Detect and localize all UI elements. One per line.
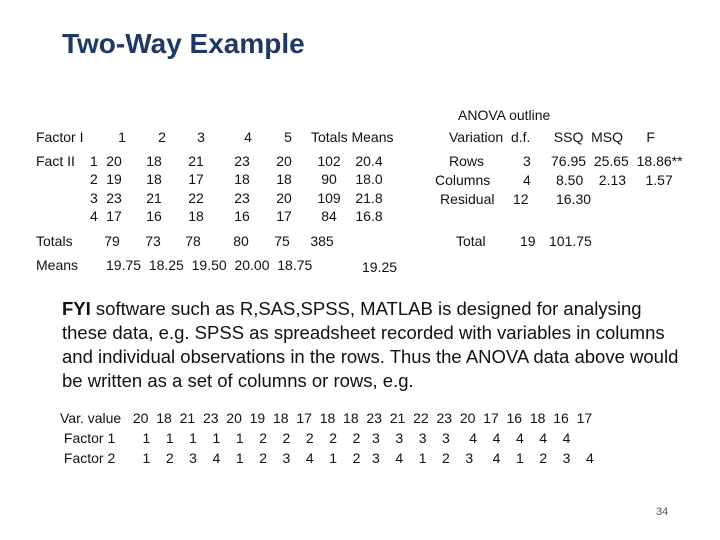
row-mean: 20.4 [355,153,383,169]
anova-row-values: 76.95 25.65 18.86** [551,153,683,169]
row-level: 4 [90,208,98,224]
col-total: 75 [274,233,290,249]
factor-i-header: Factor I [36,129,84,145]
anova-total-label: Total [456,233,486,249]
fact-ii-label: Fact II [36,153,75,169]
col-total: 79 [104,233,120,249]
cell: 20 [276,190,292,206]
anova-total-df: 19 [520,233,536,249]
cell: 23 [234,153,250,169]
cell: 16 [234,208,250,224]
cell: 18 [276,171,292,187]
cell: 18 [146,153,162,169]
col-header-1: 1 [118,129,126,145]
cell: 22 [188,190,204,206]
cell: 16 [146,208,162,224]
fyi-paragraph [62,297,682,393]
anova-row-df: 4 [523,172,531,188]
col-total: 80 [233,233,249,249]
cell: 21 [146,190,162,206]
row-level: 2 [90,171,98,187]
anova-header: Variation d.f. SSQ MSQ F [449,129,655,145]
anova-total-ssq: 101.75 [549,233,592,249]
slide-title: Two-Way Example [62,28,305,59]
cell: 18 [188,208,204,224]
fyi-lead: FYI [62,298,91,319]
row-level: 3 [90,190,98,206]
cell: 23 [234,190,250,206]
page-number: 34 [656,506,669,518]
anova-title: ANOVA outline [458,107,551,123]
cell: 17 [276,208,292,224]
cell: 17 [188,171,204,187]
col-total: 73 [145,233,161,249]
anova-row-label: Columns [435,172,491,188]
cell: 20 [106,153,122,169]
row-total: 90 [321,171,337,187]
col-header-3: 3 [197,129,205,145]
grand-mean: 19.25 [362,259,398,275]
row-level: 1 [90,153,98,169]
totals-label: Totals [36,233,73,249]
col-header-5: 5 [284,129,292,145]
fyi-text: software such as R,SAS,SPSS, MATLAB is designed for analysing these data, e.g. SPSS as spreadsheet recorded with variables in columns and individual observations in the rows. Thus the ANOVA data above would be written as a set of columns or rows, e.g. [62,298,679,391]
means-label: Means [36,257,79,273]
cell: 19 [106,171,122,187]
anova-row-label: Residual [440,191,495,207]
cell: 21 [188,153,204,169]
row-mean: 21.8 [355,190,383,206]
anova-row-df: 3 [523,153,531,169]
anova-row-values: 8.50 2.13 1.57 [556,172,673,188]
row-total: 102 [317,153,341,169]
row-mean: 16.8 [355,208,383,224]
totals-means-header: Totals Means [311,129,394,145]
anova-row-values: 16.30 [556,191,592,207]
anova-row-df: 12 [513,191,529,207]
column-means: 19.75 18.25 19.50 20.00 18.75 [106,257,313,273]
grand-total: 385 [310,233,334,249]
row-total: 84 [321,208,337,224]
example-factor2-row: Factor 2 1 2 3 4 1 2 3 4 1 2 3 4 1 2 3 4 1 2 3 4 [60,450,594,466]
cell: 18 [234,171,250,187]
cell: 20 [276,153,292,169]
cell: 23 [106,190,122,206]
example-factor1-row: Factor 1 1 1 1 1 1 2 2 2 2 2 3 3 3 3 4 4 4 4 4 [60,430,571,446]
anova-row-label: Rows [449,153,485,169]
col-total: 78 [185,233,201,249]
row-total: 109 [317,190,341,206]
cell: 18 [146,171,162,187]
example-var-value-row: Var. value 20 18 21 23 20 19 18 17 18 18 23 21 22 23 20 17 16 18 16 17 [60,410,593,426]
col-header-4: 4 [244,129,252,145]
row-mean: 18.0 [355,171,383,187]
col-header-2: 2 [158,129,166,145]
cell: 17 [106,208,122,224]
